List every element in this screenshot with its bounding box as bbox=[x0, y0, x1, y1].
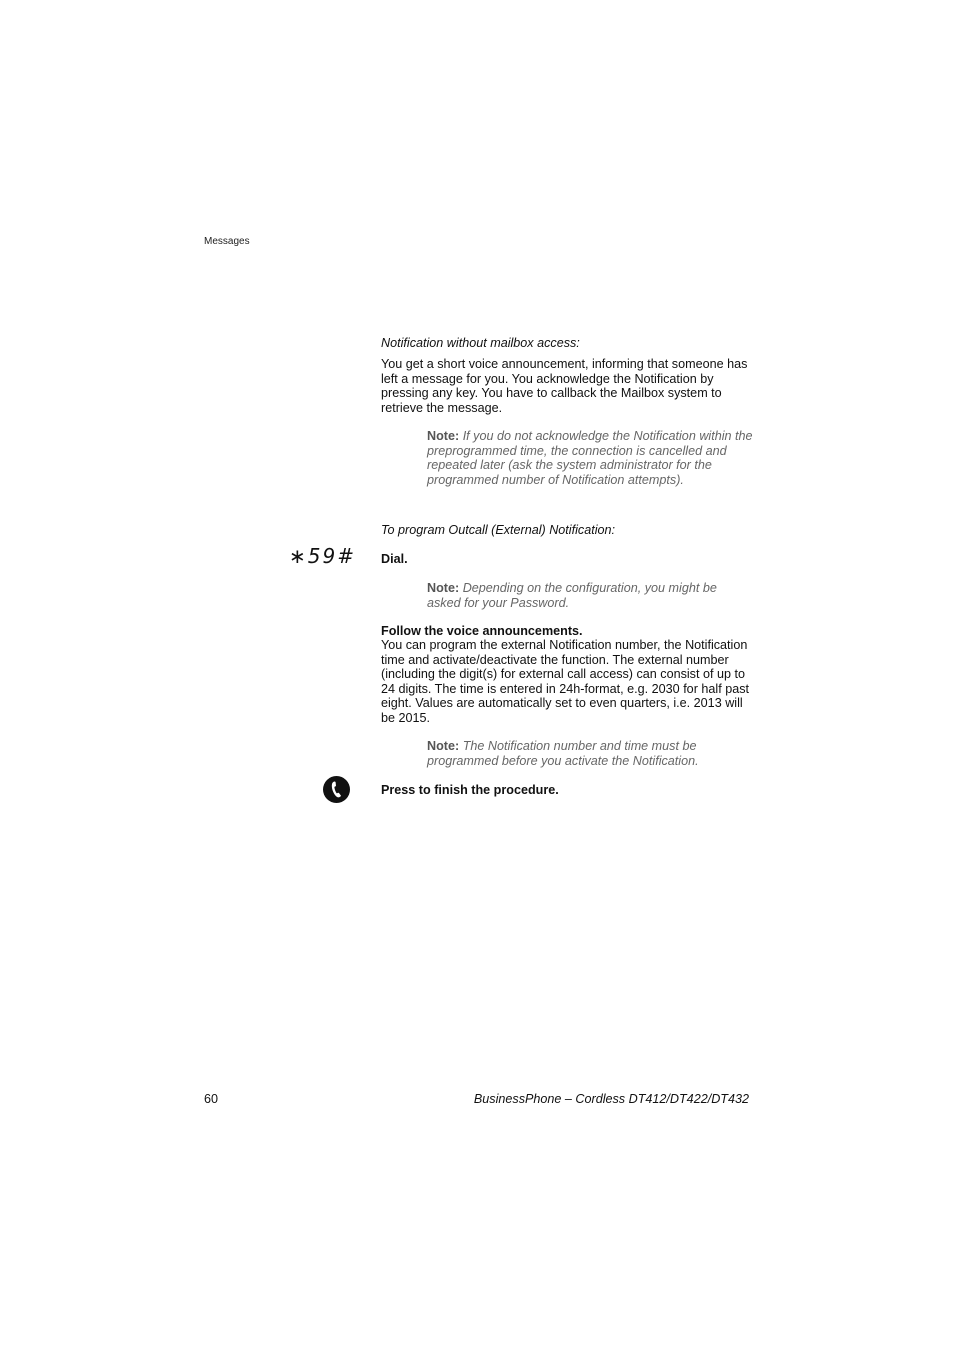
notification-body-text: You get a short voice announcement, informing that someone has left a message for you. You acknowledge the Notification by pressing any key. You have to callback the Mailbox system to retrieve the message. bbox=[381, 357, 748, 415]
note-label: Note: bbox=[427, 739, 460, 753]
finish-instruction: Press to finish the procedure. bbox=[381, 783, 559, 797]
follow-instruction: Follow the voice announcements. bbox=[381, 624, 583, 638]
note-text: If you do not acknowledge the Notification within the preprogrammed time, the connection is cancelled and repeated later (ask the system administrator for the programmed number of Notification attempts). bbox=[427, 429, 753, 487]
note-text: The Notification number and time must be programmed before you activate the Notification. bbox=[427, 739, 699, 768]
note-text: Depending on the configuration, you might be asked for your Password. bbox=[427, 581, 717, 610]
note-label: Note: bbox=[427, 429, 460, 443]
dial-code-key-sequence: ∗59# bbox=[289, 544, 356, 568]
note-program-before-activate bbox=[427, 739, 753, 768]
follow-body-text: You can program the external Notification number, the Notification time and activate/deactivate the function. The external number (including the digit(s) for external call access) can consist of up to 24 digits. The time is entered in 24h-format, e.g. 2030 for half past eight. Values are automatically set to even quarters, i.e. 2013 will be 2015. bbox=[381, 638, 749, 725]
note-label: Note: bbox=[427, 581, 460, 595]
running-header: Messages bbox=[204, 236, 250, 247]
section-heading-outcall-notification: To program Outcall (External) Notification: bbox=[381, 523, 616, 537]
phone-handset-icon bbox=[323, 776, 350, 803]
note-acknowledge bbox=[427, 429, 753, 487]
dial-instruction: Dial. bbox=[381, 552, 408, 566]
note-password bbox=[427, 581, 753, 610]
section-heading-notification-without-mailbox: Notification without mailbox access: bbox=[381, 336, 580, 350]
document-title: BusinessPhone – Cordless DT412/DT422/DT432 bbox=[473, 1092, 749, 1106]
page-number: 60 bbox=[204, 1092, 219, 1106]
